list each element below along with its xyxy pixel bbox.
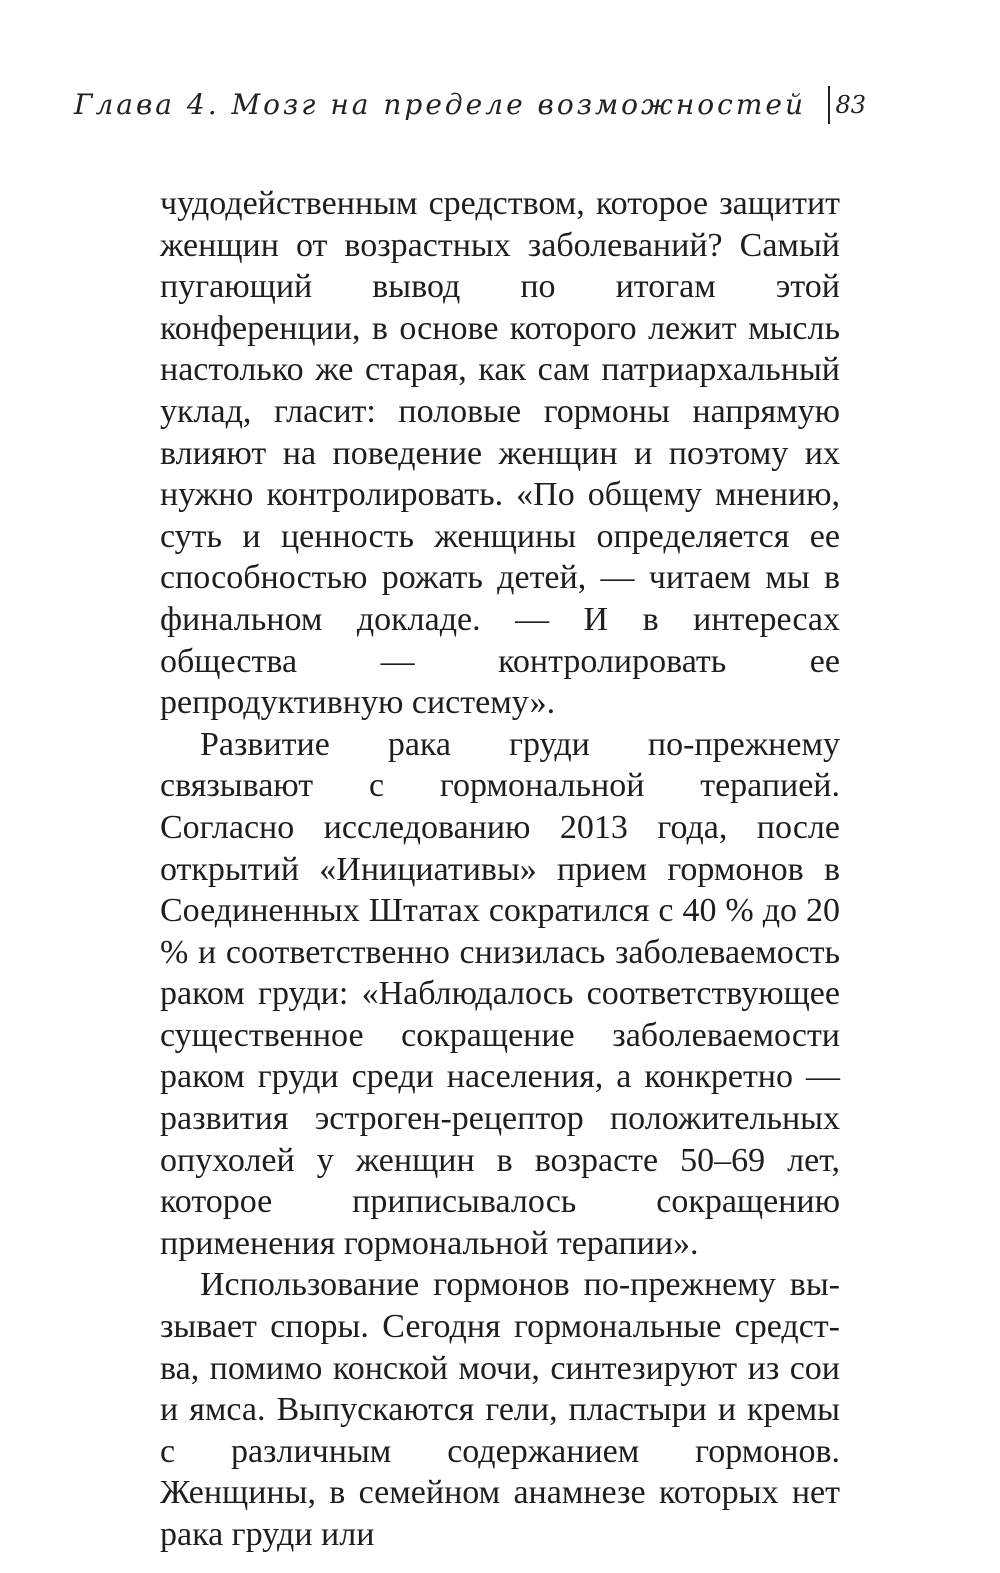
body-text xyxy=(160,183,840,1556)
paragraph-continued: чудодейственным средством, которое защитит женщин от возрастных заболеваний? Самый пугающий вывод по итогам этой конференции, в основе которого лежит мысль настолько же старая, как сам патриархальный уклад, гласит: половые гормоны напрямую влияют на поведение женщин и поэтому их нужно контролировать. «По общему мнению, суть и ценность женщины определяется ее способностью рожать детей, — читаем мы в финальном докладе. — И в интересах общества — контролировать ее репродуктивную систему». xyxy=(160,185,840,722)
running-header xyxy=(73,80,866,130)
paragraph: Развитие рака груди по-прежнему связывают с гормональной терапией. Согласно исследованию 2013 года, после открытий «Инициативы» прием гормонов в Соединенных Штатах сократился с 40 % до 20 % и соответственно снизилась заболеваемость раком груди: «Наблюдалось соответствующее существенное сокращение заболеваемости раком груди среди населения, а конкретно — развития эстроген-рецептор положительных опухолей у женщин в возрасте 50–69 лет, которое приписывалось сокращению применения гормональной терапии». xyxy=(160,725,840,1262)
page-number: 83 xyxy=(835,91,866,119)
chapter-title: Глава 4. Мозг на пределе возможностей xyxy=(73,88,806,121)
header-divider xyxy=(828,86,830,124)
paragraph: Использование гормонов по-прежнему вызывает споры. Сегодня гормональные средства, помимо конской мочи, синтезируют из сои и ямса. Выпускаются гели, пластыри и кремы с различным содержанием гормонов. Женщины, в семейном анамнезе которых нет рака груди или xyxy=(160,1266,840,1553)
